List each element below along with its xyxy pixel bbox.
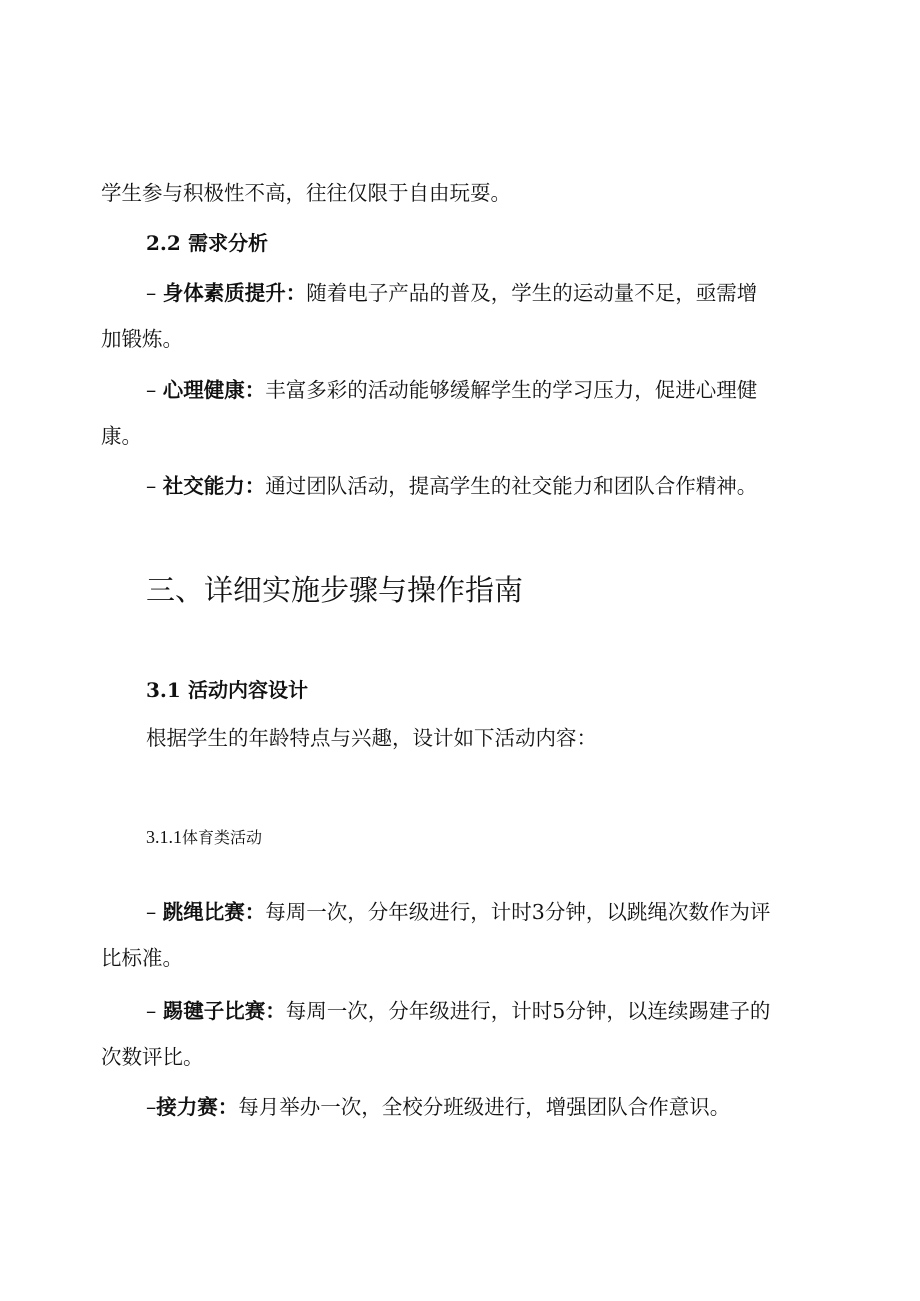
bullet-text: 每周一次，分年级进行，计时5分钟，以连续踢建子的: [285, 999, 771, 1023]
bullet-mental-health: [146, 373, 757, 403]
bullet-text-continuation: 加锻炼。: [101, 327, 183, 351]
bullet-shuttlecock: [146, 994, 770, 1024]
bullet-label: 踢毽子比赛：: [162, 999, 286, 1023]
bullet-relay-race: [146, 1090, 730, 1120]
bullet-physical-fitness: [146, 276, 757, 306]
bullet-label: 跳绳比赛：: [162, 900, 266, 924]
subsection-number: 3.1.1: [146, 827, 182, 847]
bullet-shuttlecock-continuation: [101, 1040, 204, 1070]
bullet-mental-health-continuation: [101, 419, 142, 449]
section-heading-3-1: [146, 674, 308, 703]
bullet-dash: –: [146, 1095, 157, 1119]
bullet-jump-rope-continuation: [101, 941, 183, 971]
bullet-label: 社交能力：: [162, 474, 266, 498]
bullet-physical-fitness-continuation: [101, 322, 183, 352]
bullet-text: 通过团队活动，提高学生的社交能力和团队合作精神。: [265, 474, 758, 498]
bullet-label: 接力赛：: [156, 1095, 239, 1119]
bullet-jump-rope: [146, 895, 770, 925]
bullet-social-skills: [146, 469, 757, 499]
bullet-dash: –: [146, 378, 157, 402]
paragraph-text: 根据学生的年龄特点与兴趣，设计如下活动内容：: [146, 726, 597, 750]
paragraph-text: 学生参与积极性不高，往往仅限于自由玩耍。: [101, 181, 511, 205]
section-title: 活动内容设计: [188, 678, 308, 702]
section-number: 2.2: [146, 231, 181, 255]
bullet-label: 心理健康：: [162, 378, 266, 402]
bullet-text: 随着电子产品的普及，学生的运动量不足，亟需增: [306, 281, 758, 305]
bullet-text: 每周一次，分年级进行，计时3分钟，以跳绳次数作为评: [265, 900, 771, 924]
bullet-dash: –: [146, 900, 157, 924]
bullet-dash: –: [146, 999, 157, 1023]
paragraph-participation: [101, 176, 511, 206]
section-heading-2-2: [146, 227, 268, 256]
bullet-dash: –: [146, 281, 157, 305]
bullet-dash: –: [146, 474, 157, 498]
section-number: 3.1: [146, 678, 181, 702]
bullet-text-continuation: 比标准。: [101, 946, 183, 970]
paragraph-activity-intro: [146, 721, 597, 751]
bullet-text: 丰富多彩的活动能够缓解学生的学习压力，促进心理健: [265, 378, 758, 402]
bullet-text-continuation: 次数评比。: [101, 1045, 204, 1069]
bullet-text-continuation: 康。: [101, 424, 142, 448]
subsection-title: 体育类活动: [182, 828, 263, 847]
section-title: 需求分析: [188, 231, 268, 255]
chapter-heading-three: 三、详细实施步骤与操作指南: [146, 573, 524, 607]
subsection-heading-3-1-1: [146, 825, 262, 848]
bullet-label: 身体素质提升：: [162, 281, 307, 305]
bullet-text: 每月举办一次，全校分班级进行，增强团队合作意识。: [238, 1095, 731, 1119]
